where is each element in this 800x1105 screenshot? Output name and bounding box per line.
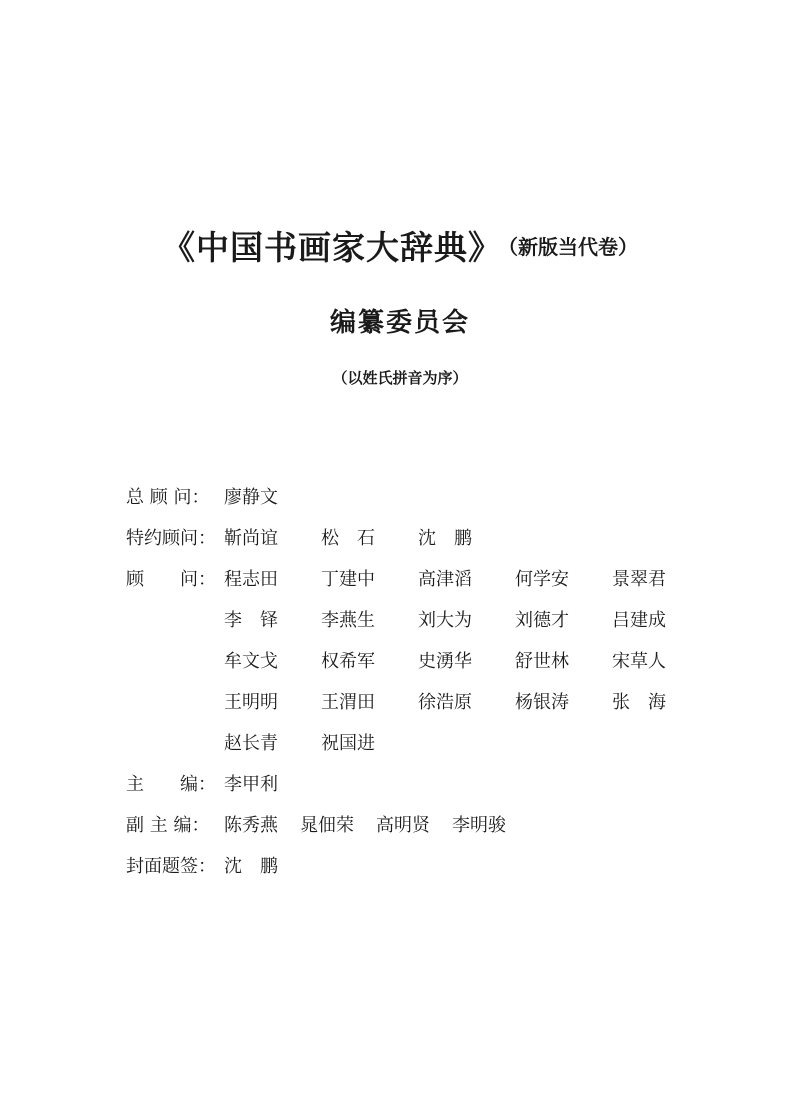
book-title	[0, 222, 800, 269]
member-name: 祝国进	[321, 733, 375, 754]
member-name: 张 海	[612, 692, 666, 713]
role-label-text: 特约顾问：	[126, 528, 216, 549]
member-name: 沈 鹏	[418, 528, 472, 549]
member-name: 李 铎	[224, 610, 278, 631]
member-name: 杨银涛	[515, 692, 569, 713]
role-label	[126, 566, 224, 594]
member-name: 程志田	[224, 569, 278, 590]
member-name: 权希军	[321, 651, 375, 672]
role-label-text: 封面题签：	[126, 856, 216, 877]
member-name: 王渭田	[321, 692, 375, 713]
member-name: 靳尚谊	[224, 528, 278, 549]
member-name: 李明骏	[452, 815, 506, 836]
member-name: 陈秀燕	[224, 815, 278, 836]
member-name: 吕建成	[612, 610, 666, 631]
role-label	[126, 525, 224, 553]
role-label-text: 副 主 编：	[126, 815, 210, 836]
role-names	[224, 812, 528, 840]
role-label	[126, 853, 224, 881]
member-name: 赵长青	[224, 733, 278, 754]
member-name: 高津滔	[418, 569, 472, 590]
role-names	[224, 525, 515, 553]
member-name: 何学安	[515, 569, 569, 590]
member-name: 刘大为	[418, 610, 472, 631]
book-title-edition: （新版当代卷）	[508, 235, 638, 259]
member-name: 景翠君	[612, 569, 666, 590]
committee-heading: 编纂委员会	[329, 308, 470, 338]
member-name: 松 石	[321, 528, 375, 549]
role-label	[126, 812, 224, 840]
member-name: 晁佃荣	[300, 815, 354, 836]
member-name: 高明贤	[376, 815, 430, 836]
member-name: 李燕生	[321, 610, 375, 631]
member-name: 丁建中	[321, 569, 375, 590]
member-name: 沈 鹏	[224, 856, 278, 877]
member-name: 刘德才	[515, 610, 569, 631]
role-label-text: 顾 问：	[126, 569, 216, 590]
member-name: 王明明	[224, 692, 278, 713]
ordering-note: （以姓氏拼音为序）	[332, 369, 468, 387]
role-label-text: 总 顾 问：	[126, 487, 210, 508]
role-names-grid	[224, 566, 709, 771]
book-title-main: 《中国书画家大辞典》	[162, 228, 502, 267]
member-name: 史湧华	[418, 651, 472, 672]
role-names	[224, 853, 300, 881]
member-name: 徐浩原	[418, 692, 472, 713]
member-name: 宋草人	[612, 651, 666, 672]
member-name: 舒世林	[515, 651, 569, 672]
role-names	[224, 484, 300, 512]
role-label	[126, 484, 224, 512]
role-label	[126, 771, 224, 799]
role-names	[224, 771, 300, 799]
member-name: 廖静文	[224, 487, 278, 508]
role-label-text: 主 编：	[126, 774, 216, 795]
member-name: 牟文戈	[224, 651, 278, 672]
member-name: 李甲利	[224, 774, 278, 795]
